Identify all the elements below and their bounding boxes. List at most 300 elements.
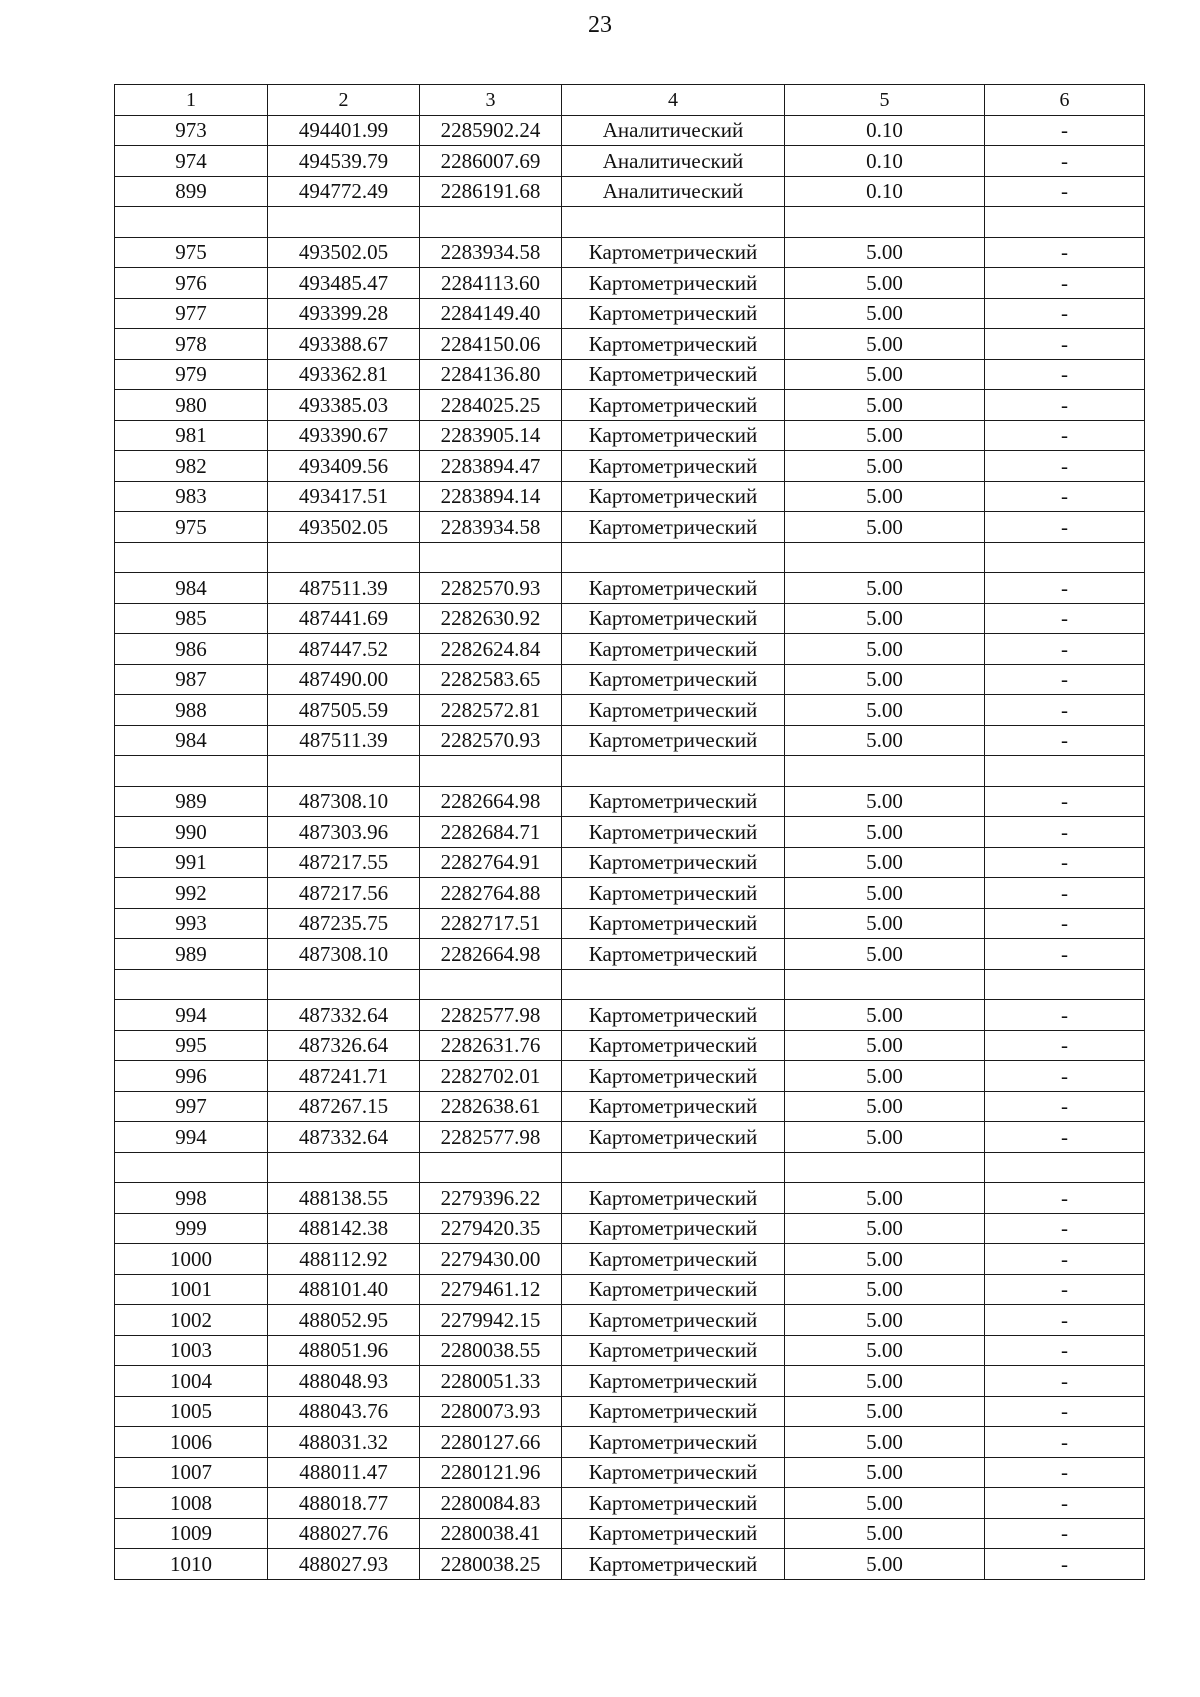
- x-coordinate-cell: 487326.64: [268, 1030, 420, 1061]
- table-row: [115, 115, 1145, 146]
- table-row: [115, 603, 1145, 634]
- y-coordinate-cell: [420, 207, 562, 238]
- method-cell: [562, 756, 785, 787]
- accuracy-cell: 5.00: [785, 359, 985, 390]
- accuracy-cell: [785, 969, 985, 1000]
- y-coordinate-cell: 2280038.55: [420, 1335, 562, 1366]
- note-cell: -: [985, 1213, 1145, 1244]
- note-cell: -: [985, 237, 1145, 268]
- header-row: [115, 85, 1145, 116]
- point-number-cell: 991: [115, 847, 268, 878]
- accuracy-cell: 0.10: [785, 115, 985, 146]
- accuracy-cell: 5.00: [785, 847, 985, 878]
- point-number-cell: 994: [115, 1000, 268, 1031]
- x-coordinate-cell: 487267.15: [268, 1091, 420, 1122]
- table-row: [115, 1549, 1145, 1580]
- y-coordinate-cell: 2279942.15: [420, 1305, 562, 1336]
- method-cell: Картометрический: [562, 451, 785, 482]
- x-coordinate-cell: 488018.77: [268, 1488, 420, 1519]
- point-number-cell: 1007: [115, 1457, 268, 1488]
- x-coordinate-cell: 488142.38: [268, 1213, 420, 1244]
- note-cell: [985, 542, 1145, 573]
- x-coordinate-cell: 488138.55: [268, 1183, 420, 1214]
- accuracy-cell: 5.00: [785, 1091, 985, 1122]
- column-header-5: 5: [785, 85, 985, 116]
- accuracy-cell: 5.00: [785, 817, 985, 848]
- point-number-cell: 976: [115, 268, 268, 299]
- note-cell: -: [985, 1091, 1145, 1122]
- accuracy-cell: 5.00: [785, 420, 985, 451]
- x-coordinate-cell: 488031.32: [268, 1427, 420, 1458]
- note-cell: -: [985, 1030, 1145, 1061]
- note-cell: [985, 756, 1145, 787]
- point-number-cell: 978: [115, 329, 268, 360]
- method-cell: Картометрический: [562, 1427, 785, 1458]
- method-cell: Картометрический: [562, 786, 785, 817]
- accuracy-cell: 5.00: [785, 908, 985, 939]
- note-cell: -: [985, 603, 1145, 634]
- note-cell: -: [985, 573, 1145, 604]
- table-row: [115, 542, 1145, 573]
- y-coordinate-cell: 2282684.71: [420, 817, 562, 848]
- x-coordinate-cell: 487217.55: [268, 847, 420, 878]
- point-number-cell: 1010: [115, 1549, 268, 1580]
- point-number-cell: 981: [115, 420, 268, 451]
- y-coordinate-cell: 2282572.81: [420, 695, 562, 726]
- point-number-cell: 975: [115, 512, 268, 543]
- x-coordinate-cell: 493399.28: [268, 298, 420, 329]
- y-coordinate-cell: 2282702.01: [420, 1061, 562, 1092]
- x-coordinate-cell: 488052.95: [268, 1305, 420, 1336]
- x-coordinate-cell: [268, 1152, 420, 1183]
- page-number: 23: [588, 12, 612, 38]
- table-row: [115, 573, 1145, 604]
- note-cell: -: [985, 1000, 1145, 1031]
- note-cell: -: [985, 1518, 1145, 1549]
- y-coordinate-cell: 2282717.51: [420, 908, 562, 939]
- accuracy-cell: 5.00: [785, 298, 985, 329]
- x-coordinate-cell: 493417.51: [268, 481, 420, 512]
- accuracy-cell: 5.00: [785, 786, 985, 817]
- y-coordinate-cell: 2284025.25: [420, 390, 562, 421]
- method-cell: Картометрический: [562, 1122, 785, 1153]
- table-row: [115, 420, 1145, 451]
- method-cell: Картометрический: [562, 298, 785, 329]
- method-cell: Картометрический: [562, 237, 785, 268]
- accuracy-cell: 5.00: [785, 1061, 985, 1092]
- table-row: [115, 1183, 1145, 1214]
- point-number-cell: 1005: [115, 1396, 268, 1427]
- x-coordinate-cell: [268, 207, 420, 238]
- table-row: [115, 1122, 1145, 1153]
- table-row: [115, 268, 1145, 299]
- point-number-cell: 975: [115, 237, 268, 268]
- accuracy-cell: [785, 756, 985, 787]
- x-coordinate-cell: 487441.69: [268, 603, 420, 634]
- y-coordinate-cell: 2284136.80: [420, 359, 562, 390]
- note-cell: -: [985, 786, 1145, 817]
- method-cell: Картометрический: [562, 908, 785, 939]
- x-coordinate-cell: 487505.59: [268, 695, 420, 726]
- accuracy-cell: [785, 1152, 985, 1183]
- note-cell: -: [985, 1488, 1145, 1519]
- y-coordinate-cell: 2279461.12: [420, 1274, 562, 1305]
- method-cell: Картометрический: [562, 1091, 785, 1122]
- y-coordinate-cell: 2283905.14: [420, 420, 562, 451]
- accuracy-cell: 5.00: [785, 1335, 985, 1366]
- table-row: [115, 1457, 1145, 1488]
- method-cell: Аналитический: [562, 176, 785, 207]
- note-cell: -: [985, 1061, 1145, 1092]
- note-cell: -: [985, 1183, 1145, 1214]
- table-row: [115, 1488, 1145, 1519]
- note-cell: -: [985, 420, 1145, 451]
- x-coordinate-cell: 493385.03: [268, 390, 420, 421]
- table-body: [115, 115, 1145, 1579]
- point-number-cell: 1006: [115, 1427, 268, 1458]
- point-number-cell: 1008: [115, 1488, 268, 1519]
- point-number-cell: 994: [115, 1122, 268, 1153]
- accuracy-cell: 5.00: [785, 634, 985, 665]
- method-cell: Картометрический: [562, 878, 785, 909]
- table-row: [115, 359, 1145, 390]
- accuracy-cell: 5.00: [785, 1549, 985, 1580]
- accuracy-cell: 5.00: [785, 573, 985, 604]
- y-coordinate-cell: 2282664.98: [420, 786, 562, 817]
- x-coordinate-cell: [268, 756, 420, 787]
- y-coordinate-cell: 2286007.69: [420, 146, 562, 177]
- y-coordinate-cell: 2282570.93: [420, 725, 562, 756]
- x-coordinate-cell: 493388.67: [268, 329, 420, 360]
- y-coordinate-cell: 2280084.83: [420, 1488, 562, 1519]
- note-cell: -: [985, 359, 1145, 390]
- method-cell: [562, 969, 785, 1000]
- note-cell: -: [985, 725, 1145, 756]
- y-coordinate-cell: 2282638.61: [420, 1091, 562, 1122]
- point-number-cell: 992: [115, 878, 268, 909]
- point-number-cell: 1003: [115, 1335, 268, 1366]
- accuracy-cell: 5.00: [785, 878, 985, 909]
- y-coordinate-cell: 2283934.58: [420, 237, 562, 268]
- point-number-cell: 974: [115, 146, 268, 177]
- y-coordinate-cell: 2282631.76: [420, 1030, 562, 1061]
- table-row: [115, 908, 1145, 939]
- point-number-cell: 982: [115, 451, 268, 482]
- note-cell: -: [985, 1274, 1145, 1305]
- x-coordinate-cell: [268, 969, 420, 1000]
- table-row: [115, 512, 1145, 543]
- accuracy-cell: [785, 542, 985, 573]
- y-coordinate-cell: 2283894.14: [420, 481, 562, 512]
- method-cell: Картометрический: [562, 1518, 785, 1549]
- note-cell: -: [985, 451, 1145, 482]
- x-coordinate-cell: 493362.81: [268, 359, 420, 390]
- table-row: [115, 695, 1145, 726]
- y-coordinate-cell: 2282583.65: [420, 664, 562, 695]
- accuracy-cell: 5.00: [785, 664, 985, 695]
- x-coordinate-cell: 487235.75: [268, 908, 420, 939]
- column-header-2: 2: [268, 85, 420, 116]
- point-number-cell: 1000: [115, 1244, 268, 1275]
- x-coordinate-cell: 487308.10: [268, 939, 420, 970]
- note-cell: [985, 1152, 1145, 1183]
- table-row: [115, 1335, 1145, 1366]
- x-coordinate-cell: 487303.96: [268, 817, 420, 848]
- column-header-4: 4: [562, 85, 785, 116]
- accuracy-cell: 5.00: [785, 1396, 985, 1427]
- y-coordinate-cell: 2285902.24: [420, 115, 562, 146]
- y-coordinate-cell: [420, 969, 562, 1000]
- note-cell: -: [985, 268, 1145, 299]
- method-cell: Картометрический: [562, 695, 785, 726]
- table-row: [115, 1366, 1145, 1397]
- table-row: [115, 176, 1145, 207]
- method-cell: Картометрический: [562, 939, 785, 970]
- method-cell: Картометрический: [562, 817, 785, 848]
- note-cell: -: [985, 146, 1145, 177]
- method-cell: Картометрический: [562, 664, 785, 695]
- note-cell: -: [985, 512, 1145, 543]
- x-coordinate-cell: 493502.05: [268, 237, 420, 268]
- method-cell: Картометрический: [562, 1061, 785, 1092]
- point-number-cell: 980: [115, 390, 268, 421]
- note-cell: -: [985, 1427, 1145, 1458]
- note-cell: -: [985, 695, 1145, 726]
- point-number-cell: 989: [115, 939, 268, 970]
- y-coordinate-cell: 2282664.98: [420, 939, 562, 970]
- point-number-cell: [115, 207, 268, 238]
- accuracy-cell: 5.00: [785, 1427, 985, 1458]
- table-row: [115, 1305, 1145, 1336]
- method-cell: [562, 542, 785, 573]
- x-coordinate-cell: 488027.93: [268, 1549, 420, 1580]
- point-number-cell: 990: [115, 817, 268, 848]
- table-row: [115, 756, 1145, 787]
- method-cell: Картометрический: [562, 268, 785, 299]
- table-row: [115, 1030, 1145, 1061]
- note-cell: -: [985, 634, 1145, 665]
- point-number-cell: 983: [115, 481, 268, 512]
- note-cell: -: [985, 481, 1145, 512]
- point-number-cell: 1009: [115, 1518, 268, 1549]
- x-coordinate-cell: 487217.56: [268, 878, 420, 909]
- table-row: [115, 1396, 1145, 1427]
- column-header-1: 1: [115, 85, 268, 116]
- table-row: [115, 1427, 1145, 1458]
- method-cell: Картометрический: [562, 390, 785, 421]
- method-cell: Картометрический: [562, 1488, 785, 1519]
- point-number-cell: 997: [115, 1091, 268, 1122]
- point-number-cell: 986: [115, 634, 268, 665]
- column-header-3: 3: [420, 85, 562, 116]
- point-number-cell: 984: [115, 725, 268, 756]
- coordinates-table: [114, 84, 1145, 1580]
- table-row: [115, 939, 1145, 970]
- table-row: [115, 298, 1145, 329]
- table-row: [115, 1274, 1145, 1305]
- y-coordinate-cell: 2282630.92: [420, 603, 562, 634]
- x-coordinate-cell: [268, 542, 420, 573]
- y-coordinate-cell: 2279396.22: [420, 1183, 562, 1214]
- method-cell: Картометрический: [562, 847, 785, 878]
- table-row: [115, 207, 1145, 238]
- method-cell: Картометрический: [562, 1213, 785, 1244]
- note-cell: -: [985, 1366, 1145, 1397]
- point-number-cell: 989: [115, 786, 268, 817]
- method-cell: Картометрический: [562, 573, 785, 604]
- point-number-cell: 1004: [115, 1366, 268, 1397]
- method-cell: Картометрический: [562, 1305, 785, 1336]
- x-coordinate-cell: 487308.10: [268, 786, 420, 817]
- note-cell: -: [985, 1122, 1145, 1153]
- x-coordinate-cell: 494539.79: [268, 146, 420, 177]
- table-row: [115, 847, 1145, 878]
- table-row: [115, 1000, 1145, 1031]
- note-cell: -: [985, 390, 1145, 421]
- method-cell: Картометрический: [562, 1030, 785, 1061]
- point-number-cell: 987: [115, 664, 268, 695]
- note-cell: -: [985, 664, 1145, 695]
- point-number-cell: 999: [115, 1213, 268, 1244]
- table-row: [115, 1152, 1145, 1183]
- note-cell: -: [985, 1244, 1145, 1275]
- accuracy-cell: 0.10: [785, 176, 985, 207]
- note-cell: -: [985, 176, 1145, 207]
- x-coordinate-cell: 488048.93: [268, 1366, 420, 1397]
- method-cell: Картометрический: [562, 634, 785, 665]
- y-coordinate-cell: 2280038.25: [420, 1549, 562, 1580]
- table-row: [115, 634, 1145, 665]
- accuracy-cell: 5.00: [785, 481, 985, 512]
- method-cell: Картометрический: [562, 1183, 785, 1214]
- accuracy-cell: 5.00: [785, 939, 985, 970]
- point-number-cell: [115, 756, 268, 787]
- x-coordinate-cell: 488051.96: [268, 1335, 420, 1366]
- table-row: [115, 786, 1145, 817]
- note-cell: -: [985, 1305, 1145, 1336]
- point-number-cell: 977: [115, 298, 268, 329]
- note-cell: -: [985, 329, 1145, 360]
- point-number-cell: 998: [115, 1183, 268, 1214]
- table-row: [115, 329, 1145, 360]
- point-number-cell: 993: [115, 908, 268, 939]
- point-number-cell: 995: [115, 1030, 268, 1061]
- method-cell: Картометрический: [562, 420, 785, 451]
- x-coordinate-cell: 487511.39: [268, 573, 420, 604]
- y-coordinate-cell: 2282624.84: [420, 634, 562, 665]
- point-number-cell: [115, 542, 268, 573]
- table-row: [115, 1213, 1145, 1244]
- x-coordinate-cell: 493502.05: [268, 512, 420, 543]
- x-coordinate-cell: 487332.64: [268, 1122, 420, 1153]
- x-coordinate-cell: 488043.76: [268, 1396, 420, 1427]
- accuracy-cell: 5.00: [785, 237, 985, 268]
- accuracy-cell: 5.00: [785, 390, 985, 421]
- table-row: [115, 664, 1145, 695]
- table-row: [115, 237, 1145, 268]
- method-cell: Картометрический: [562, 725, 785, 756]
- method-cell: Картометрический: [562, 1549, 785, 1580]
- table-row: [115, 1518, 1145, 1549]
- accuracy-cell: [785, 207, 985, 238]
- accuracy-cell: 5.00: [785, 1274, 985, 1305]
- y-coordinate-cell: 2280121.96: [420, 1457, 562, 1488]
- y-coordinate-cell: [420, 1152, 562, 1183]
- accuracy-cell: 5.00: [785, 1244, 985, 1275]
- x-coordinate-cell: 487511.39: [268, 725, 420, 756]
- x-coordinate-cell: 488027.76: [268, 1518, 420, 1549]
- x-coordinate-cell: 494772.49: [268, 176, 420, 207]
- x-coordinate-cell: 493485.47: [268, 268, 420, 299]
- note-cell: -: [985, 115, 1145, 146]
- table-row: [115, 390, 1145, 421]
- method-cell: Аналитический: [562, 146, 785, 177]
- note-cell: -: [985, 878, 1145, 909]
- x-coordinate-cell: 487490.00: [268, 664, 420, 695]
- method-cell: Картометрический: [562, 1366, 785, 1397]
- accuracy-cell: 5.00: [785, 603, 985, 634]
- method-cell: Картометрический: [562, 512, 785, 543]
- table-row: [115, 725, 1145, 756]
- accuracy-cell: 5.00: [785, 1518, 985, 1549]
- y-coordinate-cell: 2286191.68: [420, 176, 562, 207]
- x-coordinate-cell: 488011.47: [268, 1457, 420, 1488]
- y-coordinate-cell: [420, 542, 562, 573]
- point-number-cell: 979: [115, 359, 268, 390]
- note-cell: -: [985, 1549, 1145, 1580]
- note-cell: -: [985, 1335, 1145, 1366]
- method-cell: Картометрический: [562, 1457, 785, 1488]
- point-number-cell: [115, 969, 268, 1000]
- y-coordinate-cell: 2282764.91: [420, 847, 562, 878]
- method-cell: Картометрический: [562, 329, 785, 360]
- x-coordinate-cell: 493409.56: [268, 451, 420, 482]
- method-cell: Картометрический: [562, 1274, 785, 1305]
- point-number-cell: 985: [115, 603, 268, 634]
- accuracy-cell: 5.00: [785, 451, 985, 482]
- table-row: [115, 1091, 1145, 1122]
- y-coordinate-cell: 2284113.60: [420, 268, 562, 299]
- accuracy-cell: 5.00: [785, 1183, 985, 1214]
- note-cell: -: [985, 908, 1145, 939]
- point-number-cell: 988: [115, 695, 268, 726]
- y-coordinate-cell: 2280051.33: [420, 1366, 562, 1397]
- table-row: [115, 146, 1145, 177]
- note-cell: -: [985, 817, 1145, 848]
- x-coordinate-cell: 488101.40: [268, 1274, 420, 1305]
- table-header: [115, 85, 1145, 116]
- accuracy-cell: 0.10: [785, 146, 985, 177]
- note-cell: [985, 969, 1145, 1000]
- column-header-6: 6: [985, 85, 1145, 116]
- method-cell: Картометрический: [562, 1244, 785, 1275]
- accuracy-cell: 5.00: [785, 1213, 985, 1244]
- note-cell: -: [985, 298, 1145, 329]
- x-coordinate-cell: 487332.64: [268, 1000, 420, 1031]
- method-cell: Аналитический: [562, 115, 785, 146]
- method-cell: Картометрический: [562, 481, 785, 512]
- x-coordinate-cell: 493390.67: [268, 420, 420, 451]
- note-cell: -: [985, 939, 1145, 970]
- method-cell: Картометрический: [562, 359, 785, 390]
- point-number-cell: 1002: [115, 1305, 268, 1336]
- y-coordinate-cell: 2282764.88: [420, 878, 562, 909]
- table-row: [115, 817, 1145, 848]
- method-cell: Картометрический: [562, 603, 785, 634]
- point-number-cell: [115, 1152, 268, 1183]
- accuracy-cell: 5.00: [785, 1000, 985, 1031]
- table-row: [115, 969, 1145, 1000]
